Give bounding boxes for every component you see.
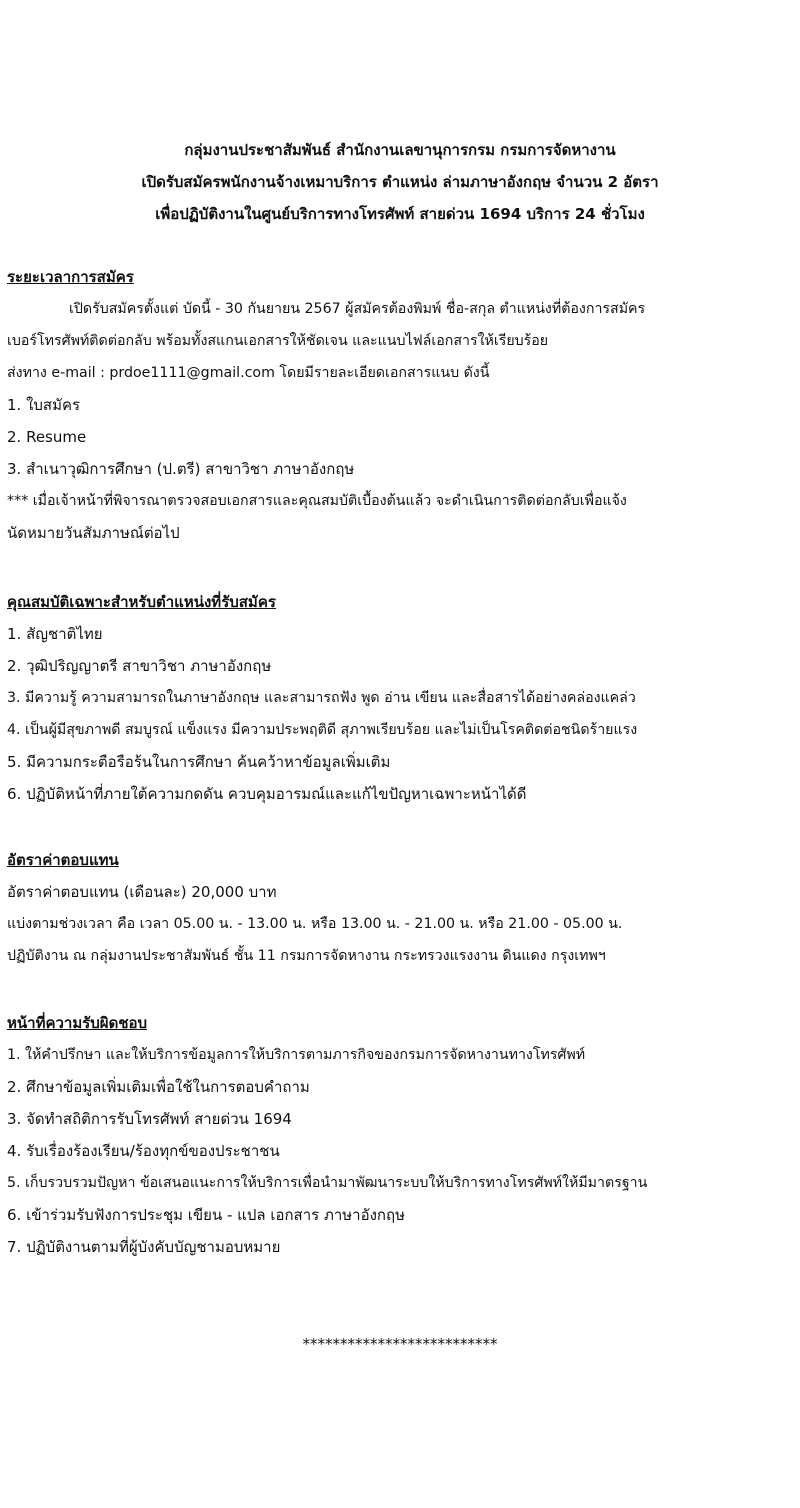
responsibilities-heading: หน้าที่ความรับผิดชอบ [7, 1014, 148, 1032]
responsibility-item: 2. ศึกษาข้อมูลเพิ่มเติมเพื่อใช้ในการตอบคำถาม [7, 1078, 310, 1096]
responsibility-item: 4. รับเรื่องร้องเรียน/ร้องทุกข์ของประชาชน [7, 1142, 280, 1160]
compensation-line: อัตราค่าตอบแทน (เดือนละ) 20,000 บาท [7, 883, 277, 901]
footer-separator: ************************** [302, 1335, 498, 1353]
application-intro-line-1: เปิดรับสมัครตั้งแต่ บัดนี้ - 30 กันยายน 2567 ผู้สมัครต้องพิมพ์ ชื่อ-สกุล ตำแหน่งที่ต้องการสมัคร [69, 301, 646, 317]
qualifications-heading: คุณสมบัติเฉพาะสำหรับตำแหน่งที่รับสมัคร [7, 593, 276, 611]
note-line-2: นัดหมายวันสัมภาษณ์ต่อไป [7, 524, 180, 542]
qualification-item: 1. สัญชาติไทย [7, 625, 103, 643]
header-line-1: กลุ่มงานประชาสัมพันธ์ สำนักงานเลขานุการกรม กรมการจัดหางาน [184, 141, 616, 159]
document-header [0, 134, 800, 230]
qualification-item: 6. ปฏิบัติหน้าที่ภายใต้ความกดดัน ควบคุมอารมณ์และแก้ไขปัญหาเฉพาะหน้าได้ดี [7, 785, 527, 803]
responsibility-item: 1. ให้คำปรึกษา และให้บริการข้อมูลการให้บริการตามภารกิจของกรมการจัดหางานทางโทรศัพท์ [7, 1047, 586, 1063]
responsibility-item: 7. ปฏิบัติงานตามที่ผู้บังคับบัญชามอบหมาย [7, 1238, 281, 1256]
application-intro-line-2: เบอร์โทรศัพท์ติดต่อกลับ พร้อมทั้งสแกนเอกสารให้ชัดเจน และแนบไฟล์เอกสารให้เรียบร้อย [7, 333, 549, 349]
qualification-item: 4. เป็นผู้มีสุขภาพดี สมบูรณ์ แข็งแรง มีความประพฤติดี สุภาพเรียบร้อย และไม่เป็นโรคติดต่อชนิดร้ายแรง [7, 722, 638, 738]
header-line-3: เพื่อปฏิบัติงานในศูนย์บริการทางโทรศัพท์ สายด่วน 1694 บริการ 24 ชั่วโมง [155, 205, 645, 223]
qualification-item: 3. มีความรู้ ความสามารถในภาษาอังกฤษ และสามารถฟัง พูด อ่าน เขียน และสื่อสารได้อย่างคล่องแคล่ว [7, 690, 636, 706]
qualification-item: 5. มีความกระตือรือร้นในการศึกษา ค้นคว้าหาข้อมูลเพิ่มเติม [7, 753, 391, 771]
compensation-line: ปฏิบัติงาน ณ กลุ่มงานประชาสัมพันธ์ ชั้น 11 กรมการจัดหางาน กระทรวงแรงงาน ดินแดง กรุงเทพฯ [7, 948, 606, 964]
header-line-2: เปิดรับสมัครพนักงานจ้างเหมาบริการ ตำแหน่ง ล่ามภาษาอังกฤษ จำนวน 2 อัตรา [141, 173, 659, 191]
document-item: 1. ใบสมัคร [7, 396, 81, 414]
document-item: 3. สำเนาวุฒิการศึกษา (ป.ตรี) สาขาวิชา ภาษาอังกฤษ [7, 460, 355, 478]
compensation-section [7, 844, 797, 972]
document-item: 2. Resume [7, 428, 87, 446]
responsibility-item: 6. เข้าร่วมรับฟังการประชุม เขียน - แปล เอกสาร ภาษาอังกฤษ [7, 1206, 405, 1224]
compensation-line: แบ่งตามช่วงเวลา คือ เวลา 05.00 น. - 13.00 น. หรือ 13.00 น. - 21.00 น. หรือ 21.00 - 05.00 น. [7, 916, 623, 932]
responsibility-item: 3. จัดทำสถิติการรับโทรศัพท์ สายด่วน 1694 [7, 1110, 292, 1128]
responsibilities-section [7, 1007, 797, 1263]
qualification-item: 2. วุฒิปริญญาตรี สาขาวิชา ภาษาอังกฤษ [7, 657, 272, 675]
application-period-heading: ระยะเวลาการสมัคร [7, 268, 134, 286]
application-period-section [7, 261, 797, 549]
application-intro-line-3: ส่งทาง e-mail : prdoe1111@gmail.com โดยมีรายละเอียดเอกสารแนบ ดังนี้ [7, 365, 490, 381]
responsibility-item: 5. เก็บรวบรวมปัญหา ข้อเสนอแนะการให้บริการเพื่อนำมาพัฒนาระบบให้บริการทางโทรศัพท์ให้มีมาตรฐาน [7, 1175, 648, 1191]
qualifications-section [7, 586, 797, 810]
compensation-heading: อัตราค่าตอบแทน [7, 851, 119, 869]
note-line-1: *** เมื่อเจ้าหน้าที่พิจารณาตรวจสอบเอกสารและคุณสมบัติเบื้องต้นแล้ว จะดำเนินการติดต่อกลับเพื่อแจ้ง [7, 493, 627, 509]
